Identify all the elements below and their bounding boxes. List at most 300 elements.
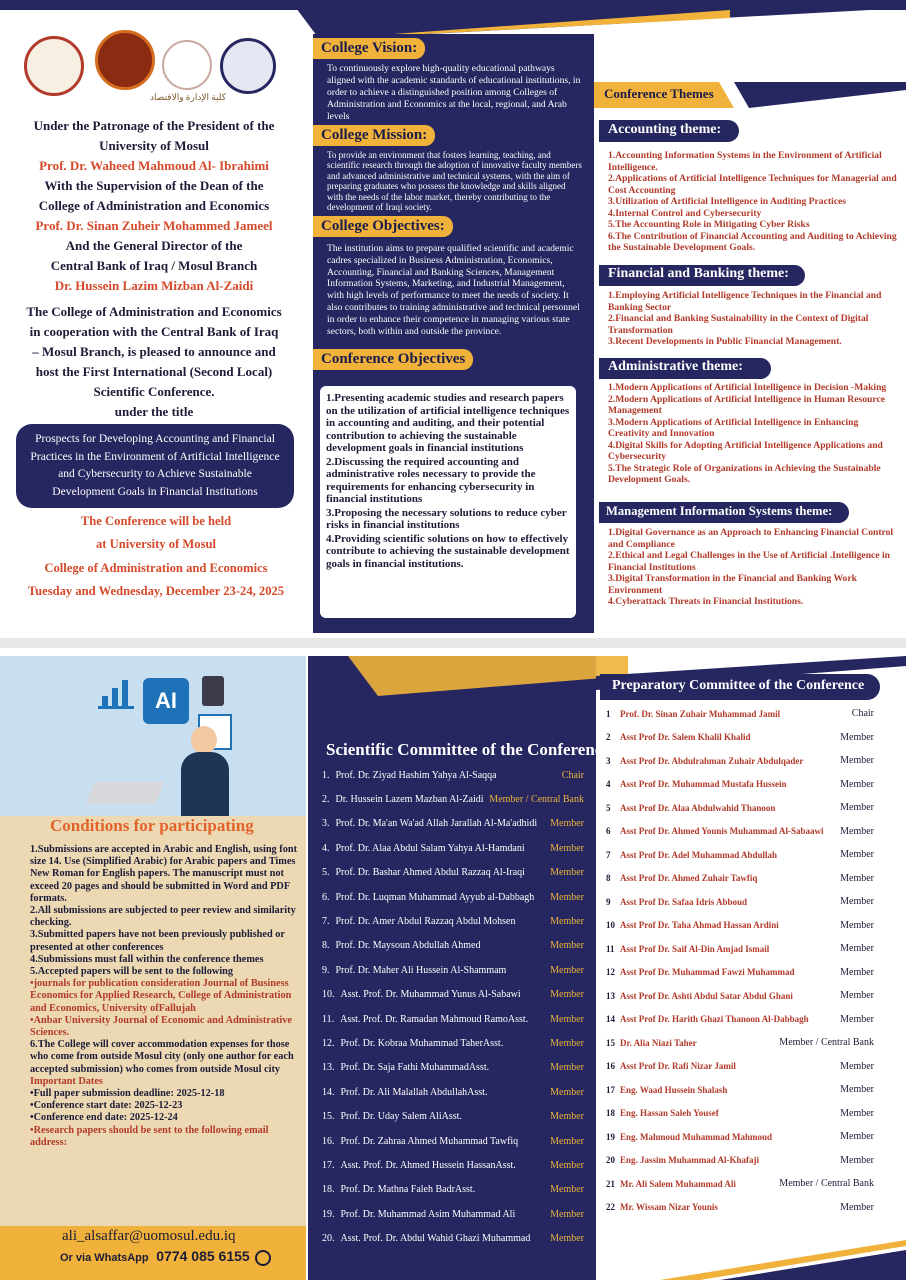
college-info-content bbox=[313, 34, 594, 370]
venue-line: College of Administration and Economics bbox=[44, 560, 268, 575]
member-number: 14. bbox=[322, 1086, 335, 1098]
patronage-line: With the Supervision of the Dean of the bbox=[44, 178, 264, 193]
member-number: 17 bbox=[606, 1084, 615, 1095]
whatsapp-line bbox=[60, 1248, 271, 1266]
accounting-heading: Accounting theme: bbox=[608, 122, 722, 137]
member-number: 18 bbox=[606, 1108, 615, 1119]
member-name: Asst Prof Dr. Salem Khalil Khalid bbox=[620, 732, 751, 743]
table-row bbox=[606, 1125, 874, 1149]
member-name-cell bbox=[322, 1111, 462, 1122]
member-name: Asst Prof Dr. Safaa Idris Abboud bbox=[620, 896, 748, 907]
table-row bbox=[322, 983, 584, 1007]
condition-item: •Conference end date: 2025-12-24 bbox=[30, 1112, 178, 1124]
member-number: 3 bbox=[606, 755, 611, 766]
condition-item: 2.All submissions are subjected to peer review and similarity checking. bbox=[30, 905, 296, 929]
whatsapp-number[interactable]: 0774 085 6155 bbox=[156, 1248, 250, 1264]
member-role: Member bbox=[550, 1037, 584, 1049]
member-name: Prof. Dr. Muhammad Asim Muhammad Ali bbox=[340, 1208, 516, 1220]
member-number: 5 bbox=[606, 802, 611, 813]
member-number: 9 bbox=[606, 896, 611, 907]
member-role: Member bbox=[840, 990, 874, 1002]
member-number: 12 bbox=[606, 967, 615, 978]
table-row bbox=[322, 1129, 584, 1153]
member-number: 19. bbox=[322, 1208, 335, 1220]
member-name-cell bbox=[606, 803, 775, 813]
member-name: Prof. Dr. Alaa Abdul Salam Yahya Al-Hamdani bbox=[335, 842, 525, 854]
table-row bbox=[322, 1056, 584, 1080]
member-number: 21 bbox=[606, 1178, 615, 1189]
ai-illustration bbox=[0, 656, 306, 816]
member-number: 19 bbox=[606, 1131, 615, 1142]
accounting-item: 2.Applications of Artificial Intelligence Techniques for Managerial and Cost Accounting bbox=[608, 173, 897, 196]
condition-item: 1.Submissions are accepted in Arabic and English, using font size 14. Use (Simplified Arabic) for Arabic papers and Times New Roman for English papers. The manuscript must not exceed 20 pages and should be submitted in Word and PDF formats. bbox=[30, 844, 298, 904]
member-name-cell bbox=[606, 1202, 718, 1212]
member-name-cell bbox=[606, 967, 795, 977]
accounting-item: 5.The Accounting Role in Mitigating Cyber Risks bbox=[608, 219, 810, 230]
accounting-list bbox=[608, 150, 898, 254]
member-name: Prof. Dr. Ziyad Hashim Yahya Al-Saqqa bbox=[335, 769, 497, 781]
member-role: Member bbox=[550, 1184, 584, 1196]
conference-objectives-heading: Conference Objectives bbox=[313, 349, 473, 370]
member-role: Member / Central Bank bbox=[779, 1178, 874, 1190]
member-role: Member bbox=[840, 1107, 874, 1119]
member-name: Asst. Prof. Dr. Abdul Wahid Ghazi Muhammad bbox=[340, 1233, 531, 1245]
table-row bbox=[606, 796, 874, 820]
announce-line: Scientific Conference. bbox=[93, 384, 215, 399]
member-name-cell bbox=[322, 916, 515, 927]
table-row bbox=[606, 820, 874, 844]
member-name-cell bbox=[322, 1062, 489, 1073]
mission-text: To provide an environment that fosters learning, teaching, and scientific research through the adoption of innovative faculty members and advanced administrative and technical systems, with the aim of preparing graduates who possess the knowledge and skills aligned with the needs of the labor market, thereby contributing to the development of Iraqi society. bbox=[327, 150, 582, 213]
member-name-cell bbox=[606, 1179, 736, 1189]
member-name-cell bbox=[606, 779, 787, 789]
table-row bbox=[606, 1055, 874, 1079]
themes-heading: Conference Themes bbox=[604, 86, 714, 101]
admin-item: 5.The Strategic Role of Organizations in Achieving the Sustainable Development Goals. bbox=[608, 462, 881, 485]
table-row bbox=[322, 861, 584, 885]
member-name: Mr. Wissam Nizar Younis bbox=[620, 1202, 718, 1213]
member-role: Member bbox=[840, 731, 874, 743]
member-number: 13. bbox=[322, 1062, 335, 1074]
conference-objective-item: 1.Presenting academic studies and research papers on the utilization of artificial intelligence techniques in accounting and auditing, and their potential contribution to achieving the sustainable development goals in financial institutions bbox=[326, 392, 570, 454]
table-row bbox=[606, 867, 874, 891]
patronage-line: College of Administration and Economics bbox=[38, 198, 270, 213]
table-row bbox=[606, 1102, 874, 1126]
member-name: Dr. Alia Niazi Taher bbox=[620, 1037, 697, 1048]
patronage-line: Prof. Dr. Waheed Mahmoud Al- Ibrahimi bbox=[39, 158, 269, 173]
member-name-cell bbox=[606, 873, 757, 883]
member-name: Asst Prof Dr. Saif Al-Din Amjad Ismail bbox=[620, 943, 770, 954]
table-row bbox=[322, 885, 584, 909]
member-role: Member bbox=[840, 872, 874, 884]
member-number: 22 bbox=[606, 1202, 615, 1213]
member-name-cell bbox=[322, 1160, 516, 1171]
admin-item: 1.Modern Applications of Artificial Intelligence in Decision -Making bbox=[608, 382, 887, 393]
member-name-cell bbox=[606, 1061, 736, 1071]
member-role: Member bbox=[550, 842, 584, 854]
member-role: Member bbox=[550, 1111, 584, 1123]
table-row bbox=[606, 1196, 874, 1220]
patronage-line: University of Mosul bbox=[99, 138, 209, 153]
conference-objectives-list bbox=[326, 392, 576, 571]
mis-item: 2.Ethical and Legal Challenges in the Use of Artificial .Intelligence in Financial Institutions bbox=[608, 550, 890, 573]
member-role: Member bbox=[550, 1086, 584, 1098]
member-name: Asst Prof Dr. Muhammad Mustafa Hussein bbox=[620, 779, 787, 790]
condition-item: 4.Submissions must fall within the conference themes bbox=[30, 953, 264, 965]
member-role: Chair bbox=[851, 708, 874, 720]
member-role: Member bbox=[840, 919, 874, 931]
member-role: Member bbox=[550, 1208, 584, 1220]
table-row bbox=[606, 843, 874, 867]
member-role: Member bbox=[840, 1084, 874, 1096]
member-name-cell bbox=[322, 818, 537, 829]
member-number: 20. bbox=[322, 1233, 335, 1245]
member-name-cell bbox=[606, 1108, 719, 1118]
table-row bbox=[322, 1104, 584, 1128]
patronage-block bbox=[12, 116, 296, 422]
whatsapp-label: Or via WhatsApp bbox=[60, 1252, 149, 1264]
mis-list bbox=[608, 527, 898, 608]
member-role: Member bbox=[840, 1013, 874, 1025]
accounting-item: 4.Internal Control and Cybersecurity bbox=[608, 207, 762, 219]
member-role: Member bbox=[550, 818, 584, 830]
member-name-cell bbox=[606, 1085, 727, 1095]
member-name: Prof. Dr. Ali Malallah AbdullahAsst. bbox=[340, 1086, 488, 1098]
objectives-text: The institution aims to prepare qualified scientific and academic cadres specialized in Business Administration, Economics, Accounting, Financial and Banking Sciences, Management Information Systems, Marketing, and Industrial Management, with high levels of performance to meet the needs of society. It also contributes to training administrative and technical personnel in order to enhance their competence in managing various state sectors, both within and outside the province. bbox=[327, 243, 580, 337]
conference-title-line: Development Goals in Financial Institutions bbox=[52, 484, 258, 498]
member-number: 1 bbox=[606, 708, 611, 719]
member-number: 4 bbox=[606, 779, 611, 790]
member-name-cell bbox=[322, 1209, 515, 1220]
member-role: Member bbox=[550, 867, 584, 879]
member-name-cell bbox=[322, 770, 497, 781]
member-name-cell bbox=[606, 850, 777, 860]
member-name: Prof. Dr. Zahraa Ahmed Muhammad Tawfiq bbox=[340, 1135, 519, 1147]
central-bank-logo bbox=[220, 38, 276, 94]
member-role: Member bbox=[840, 778, 874, 790]
member-role: Member bbox=[840, 896, 874, 908]
table-row bbox=[606, 890, 874, 914]
finance-item: 2.Financial and Banking Sustainability in the Context of Digital Transformation bbox=[608, 313, 869, 336]
member-number: 9. bbox=[322, 964, 330, 976]
member-name-cell bbox=[322, 1087, 487, 1098]
member-name: Mr. Ali Salem Muhammad Ali bbox=[620, 1178, 736, 1189]
announce-line: host the First International (Second Local) bbox=[35, 364, 273, 379]
member-name: Prof. Dr. Mathna Faleh BadrAsst. bbox=[340, 1184, 476, 1196]
member-name-cell bbox=[606, 897, 747, 907]
conference-title-line: and Cybersecurity to Achieve Sustainable bbox=[58, 467, 252, 481]
member-role: Member bbox=[840, 755, 874, 767]
member-name: Asst Prof Dr. Ashti Abdul Satar Abdul Ghani bbox=[620, 990, 793, 1001]
page-separator bbox=[0, 638, 906, 648]
member-name-cell bbox=[606, 756, 803, 766]
member-name-cell bbox=[322, 1014, 528, 1025]
member-name-cell bbox=[322, 965, 506, 976]
member-role: Member bbox=[550, 989, 584, 1001]
table-row bbox=[322, 836, 584, 860]
venue-line: at University of Mosul bbox=[96, 537, 216, 552]
announce-line: in cooperation with the Central Bank of Iraq bbox=[29, 324, 279, 339]
member-number: 7 bbox=[606, 849, 611, 860]
member-name: Prof. Dr. Luqman Muhammad Ayyub al-Dabbagh bbox=[335, 891, 535, 903]
table-row bbox=[606, 1031, 874, 1055]
venue-line: Tuesday and Wednesday, December 23-24, 2025 bbox=[27, 584, 285, 599]
bar-chart-icon bbox=[98, 676, 134, 709]
member-number: 1. bbox=[322, 769, 330, 781]
member-number: 12. bbox=[322, 1037, 335, 1049]
table-row bbox=[606, 1172, 874, 1196]
member-name: Asst Prof Dr. Taha Ahmad Hassan Ardini bbox=[620, 920, 779, 931]
email-address[interactable]: ali_alsaffar@uomosul.edu.iq bbox=[62, 1228, 236, 1244]
member-number: 13 bbox=[606, 990, 615, 1001]
member-name: Prof. Dr. Sinan Zuhair Muhammad Jamil bbox=[620, 708, 781, 719]
conditions-title: Conditions for participating bbox=[50, 816, 254, 835]
member-number: 20 bbox=[606, 1155, 615, 1166]
conference-objective-item: 3.Proposing the necessary solutions to reduce cyber risks in financial institutions bbox=[326, 506, 567, 531]
table-row bbox=[322, 934, 584, 958]
member-name-cell bbox=[606, 1132, 772, 1142]
table-row bbox=[606, 914, 874, 938]
logo-caption: كلية الإدارة والاقتصاد bbox=[150, 92, 227, 102]
member-role: Member bbox=[840, 1131, 874, 1143]
table-row bbox=[322, 958, 584, 982]
bottom-right-decor bbox=[600, 1240, 906, 1280]
preparatory-list bbox=[606, 702, 874, 1219]
member-number: 17. bbox=[322, 1159, 335, 1171]
member-role: Member bbox=[840, 825, 874, 837]
member-name: Dr. Hussein Lazem Mazban Al-Zaidi bbox=[335, 794, 484, 806]
table-row bbox=[606, 1149, 874, 1173]
member-role: Member bbox=[550, 916, 584, 928]
member-name-cell bbox=[322, 1038, 503, 1049]
member-role: Member / Central Bank bbox=[489, 794, 584, 806]
venue-block bbox=[6, 510, 306, 604]
announce-line: under the title bbox=[114, 404, 194, 419]
member-name: Asst Prof Dr. Adel Muhammad Abdullah bbox=[620, 849, 778, 860]
member-number: 10 bbox=[606, 920, 615, 931]
member-name: Asst Prof Dr. Harith Ghazi Thanoon Al-Dabbagh bbox=[620, 1014, 809, 1025]
table-row bbox=[322, 1226, 584, 1250]
mis-item: 3.Digital Transformation in the Financial and Banking Work Environment bbox=[608, 573, 857, 596]
member-name-cell bbox=[322, 1184, 475, 1195]
table-row bbox=[606, 702, 874, 726]
laptop-icon bbox=[86, 782, 164, 804]
member-name-cell bbox=[606, 826, 823, 836]
finance-heading: Financial and Banking theme: bbox=[608, 266, 789, 281]
table-row bbox=[322, 763, 584, 787]
preparatory-title: Preparatory Committee of the Conference bbox=[612, 678, 865, 693]
member-name-cell bbox=[606, 709, 780, 719]
condition-item: •Research papers should be sent to the following email address: bbox=[30, 1124, 269, 1148]
member-name: Asst. Prof. Dr. Ahmed Hussein HassanAsst. bbox=[340, 1159, 516, 1171]
finance-list bbox=[608, 290, 898, 348]
member-name: Asst Prof Dr. Ahmed Younis Muhammad Al-Sabaawi bbox=[620, 826, 824, 837]
member-role: Member bbox=[550, 891, 584, 903]
conference-title-line: Practices in the Environment of Artificial Intelligence bbox=[30, 449, 280, 463]
member-number: 16. bbox=[322, 1135, 335, 1147]
condition-item: •Conference start date: 2025-12-23 bbox=[30, 1100, 183, 1112]
member-name: Eng. Waad Hussein Shalash bbox=[620, 1084, 728, 1095]
member-role: Member bbox=[840, 1201, 874, 1213]
member-number: 6 bbox=[606, 826, 611, 837]
patronage-line: Under the Patronage of the President of the bbox=[33, 118, 275, 133]
member-number: 4. bbox=[322, 842, 330, 854]
member-name-cell bbox=[606, 944, 769, 954]
member-name-cell bbox=[606, 991, 793, 1001]
member-name-cell bbox=[606, 1014, 809, 1024]
member-number: 15 bbox=[606, 1037, 615, 1048]
member-number: 15. bbox=[322, 1111, 335, 1123]
member-number: 16 bbox=[606, 1061, 615, 1072]
member-role: Member bbox=[550, 1159, 584, 1171]
member-number: 10. bbox=[322, 989, 335, 1001]
member-role: Member bbox=[550, 1062, 584, 1074]
table-row bbox=[606, 984, 874, 1008]
member-name: Prof. Dr. Maher Ali Hussein Al-Shammam bbox=[335, 964, 507, 976]
table-row bbox=[322, 812, 584, 836]
member-name: Asst. Prof. Dr. Muhammad Yunus Al-Sabawi bbox=[340, 989, 521, 1001]
patronage-line: Central Bank of Iraq / Mosul Branch bbox=[50, 258, 258, 273]
member-name: Prof. Dr. Bashar Ahmed Abdul Razzaq Al-Iraqi bbox=[335, 867, 525, 879]
calculator-icon bbox=[202, 676, 224, 706]
member-name: Eng. Hassan Saleh Yousef bbox=[620, 1108, 719, 1119]
finance-item: 3.Recent Developments in Public Financial Management. bbox=[608, 336, 842, 347]
member-role: Chair bbox=[561, 769, 584, 781]
mission-heading: College Mission: bbox=[313, 125, 435, 146]
member-number: 2 bbox=[606, 732, 611, 743]
member-name-cell bbox=[322, 989, 521, 1000]
ai-chip-icon: AI bbox=[143, 678, 189, 724]
member-name-cell bbox=[322, 1233, 530, 1244]
member-role: Member bbox=[840, 802, 874, 814]
admin-item: 3.Modern Applications of Artificial Intelligence in Enhancing Creativity and Innovation bbox=[608, 416, 859, 439]
table-row bbox=[606, 726, 874, 750]
admin-item: 4.Digital Skills for Adopting Artificial Intelligence Applications and Cybersecurity bbox=[608, 439, 883, 462]
table-row bbox=[606, 1078, 874, 1102]
condition-item: •journals for publication consideration Journal of Business Economics for Applied Research, College of Administration and Economics, University ofFallujah bbox=[30, 978, 292, 1014]
condition-item: •Anbar University Journal of Economic and Administrative Sciences. bbox=[30, 1014, 292, 1039]
patronage-line: Prof. Dr. Sinan Zuheir Mohammed Jameel bbox=[35, 218, 273, 233]
table-row bbox=[606, 749, 874, 773]
scientific-list bbox=[322, 763, 584, 1251]
table-row bbox=[322, 1007, 584, 1031]
table-row bbox=[322, 1178, 584, 1202]
member-name-cell bbox=[606, 1038, 697, 1048]
member-name-cell bbox=[322, 940, 481, 951]
scientific-title: Scientific Committee of the Conference bbox=[326, 740, 610, 759]
member-name: Prof. Dr. Maysoun Abdullah Ahmed bbox=[335, 940, 481, 952]
objectives-heading: College Objectives: bbox=[313, 216, 453, 237]
member-name: Asst. Prof. Dr. Ramadan Mahmoud RamoAsst. bbox=[340, 1013, 529, 1025]
member-number: 3. bbox=[322, 818, 330, 830]
member-number: 14 bbox=[606, 1014, 615, 1025]
member-name: Asst Prof Dr. Ahmed Zuhair Tawfiq bbox=[620, 873, 758, 884]
finance-item: 1.Employing Artificial Intelligence Techniques in the Financial and Banking Sector bbox=[608, 290, 882, 313]
table-row bbox=[322, 1153, 584, 1177]
condition-item: 3.Submitted papers have not been previously published or presented at other conferences bbox=[30, 929, 285, 953]
table-row bbox=[322, 909, 584, 933]
conditions-list bbox=[30, 844, 302, 1149]
vision-heading: College Vision: bbox=[313, 38, 425, 59]
member-role: Member bbox=[840, 1154, 874, 1166]
conference-title-box bbox=[16, 424, 294, 508]
member-name: Prof. Dr. Uday Salem AliAsst. bbox=[340, 1111, 462, 1123]
table-row bbox=[322, 787, 584, 811]
table-row bbox=[606, 1008, 874, 1032]
member-number: 7. bbox=[322, 916, 330, 928]
condition-item: 5.Accepted papers will be sent to the following bbox=[30, 966, 234, 978]
member-number: 11 bbox=[606, 943, 615, 954]
member-number: 5. bbox=[322, 867, 330, 879]
whatsapp-icon[interactable] bbox=[255, 1250, 271, 1266]
member-name: Eng. Mahmoud Muhammad Mahmoud bbox=[620, 1131, 773, 1142]
member-name: Prof. Dr. Saja Fathi MuhammadAsst. bbox=[340, 1062, 490, 1074]
admin-item: 2.Modern Applications of Artificial Intelligence in Human Resource Management bbox=[608, 393, 885, 416]
university-logo bbox=[24, 36, 84, 96]
table-row bbox=[606, 773, 874, 797]
accounting-item: 6.The Contribution of Financial Accounting and Auditing to Achieving the Sustainable Development Goals. bbox=[608, 230, 897, 253]
member-name-cell bbox=[606, 732, 751, 742]
member-name: Prof. Dr. Amer Abdul Razzaq Abdul Mohsen bbox=[335, 916, 516, 928]
member-name: Asst Prof Dr. Rafi Nizar Jamil bbox=[620, 1061, 736, 1072]
businessman-figure bbox=[175, 726, 235, 816]
college-logo bbox=[95, 30, 155, 90]
member-number: 6. bbox=[322, 891, 330, 903]
admin-heading: Administrative theme: bbox=[608, 359, 743, 374]
member-name-cell bbox=[606, 920, 779, 930]
conference-title-line: Prospects for Developing Accounting and Financial bbox=[35, 432, 275, 445]
member-role: Member bbox=[840, 1060, 874, 1072]
member-number: 2. bbox=[322, 794, 330, 806]
member-name: Prof. Dr. Ma'an Wa'ad Allah Jarallah Al-Ma'adhidi bbox=[335, 818, 538, 830]
table-row bbox=[322, 1202, 584, 1226]
mis-item: 4.Cyberattack Threats in Financial Institutions. bbox=[608, 596, 804, 607]
member-name-cell bbox=[606, 1155, 759, 1165]
member-role: Member bbox=[840, 943, 874, 955]
member-role: Member bbox=[550, 1013, 584, 1025]
member-role: Member bbox=[550, 1135, 584, 1147]
accounting-item: 1.Accounting Information Systems in the Environment of Artificial Intelligence. bbox=[608, 150, 882, 173]
member-role: Member / Central Bank bbox=[779, 1037, 874, 1049]
admin-list bbox=[608, 382, 898, 486]
cbi-logo bbox=[162, 40, 212, 90]
member-role: Member bbox=[550, 964, 584, 976]
condition-item: 6.The College will cover accommodation expenses for those who come from outside Mosul city (only one author for each accepted submission) who comes from outside Mosul city bbox=[30, 1039, 294, 1075]
patronage-line: Dr. Hussein Lazim Mizban Al-Zaidi bbox=[54, 278, 254, 293]
condition-item: •Full paper submission deadline: 2025-12-18 bbox=[30, 1088, 225, 1100]
member-role: Member bbox=[550, 1233, 584, 1245]
member-role: Member bbox=[840, 849, 874, 861]
member-name: Prof. Dr. Kobraa Muhammad TaherAsst. bbox=[340, 1037, 504, 1049]
member-role: Member bbox=[550, 940, 584, 952]
vision-text: To continuously explore high-quality educational pathways aligned with the academic standards of educational institutions, in order to achieve a distinguished position among Colleges of Administration and Economics at the local, regional, and Arab levels bbox=[327, 63, 581, 122]
member-name-cell bbox=[322, 1136, 518, 1147]
member-name-cell bbox=[322, 892, 534, 903]
mis-heading: Management Information Systems theme: bbox=[606, 504, 833, 518]
member-role: Member bbox=[840, 966, 874, 978]
member-name-cell bbox=[322, 794, 484, 805]
member-number: 8. bbox=[322, 940, 330, 952]
conference-objective-item: 2.Discussing the required accounting and administrative roles necessary to provide the requirements for enhancing cybersecurity in financial institutions bbox=[326, 455, 536, 505]
member-name: Asst Prof Dr. Muhammad Fawzi Muhammad bbox=[620, 967, 795, 978]
accounting-item: 3.Utilization of Artificial Intelligence in Auditing Practices bbox=[608, 196, 846, 207]
member-name: Asst Prof Dr. Alaa Abdulwahid Thanoon bbox=[620, 802, 776, 813]
table-row bbox=[606, 961, 874, 985]
table-row bbox=[322, 1031, 584, 1055]
member-number: 8 bbox=[606, 873, 611, 884]
member-name-cell bbox=[322, 867, 525, 878]
conference-objective-item: 4.Providing scientific solutions on how to effectively contribute to achieving the sustainable development goals in financial institutions. bbox=[326, 532, 570, 570]
